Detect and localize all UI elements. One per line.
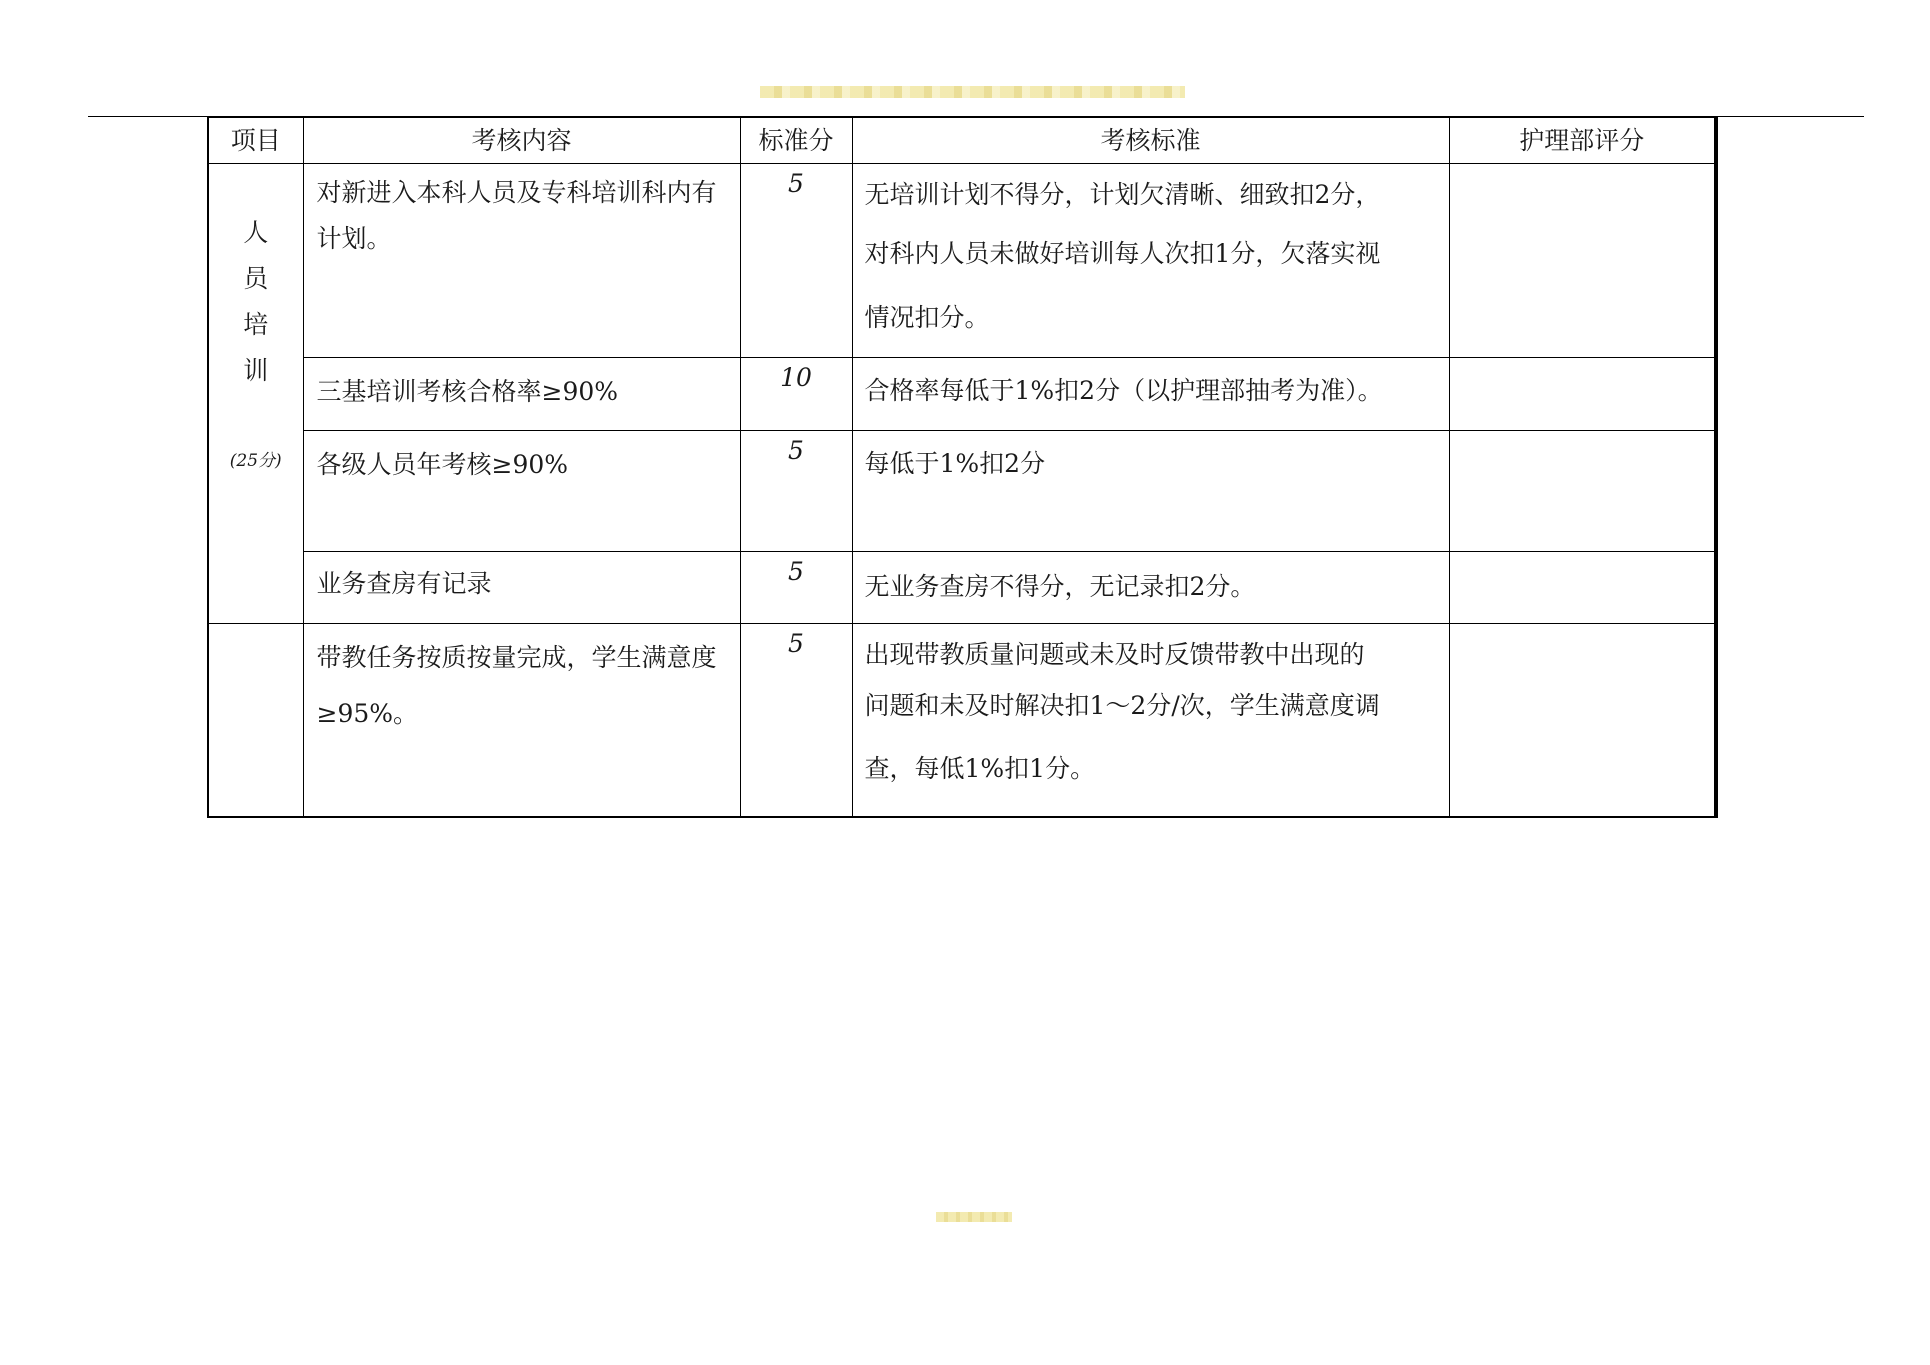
evaluation-cell[interactable]	[1449, 164, 1716, 358]
content-text: 三基培训考核合格率≥90%	[316, 377, 619, 406]
evaluation-cell[interactable]	[1449, 552, 1716, 624]
header-content: 考核内容	[303, 117, 740, 164]
standard-text	[853, 164, 1449, 346]
table-row	[208, 624, 1716, 817]
group-cell-personnel-training	[208, 164, 303, 624]
content-text: 带教任务按质按量完成，学生满意度≥95%。	[316, 643, 717, 728]
content-cell	[303, 624, 740, 817]
content-cell	[303, 164, 740, 358]
group-name-char: 员	[243, 264, 269, 293]
standard-line: 问题和未及时解决扣1～2分/次，学生满意度调	[864, 691, 1380, 720]
footer-watermark-stripe	[936, 1212, 1012, 1222]
content-cell	[303, 552, 740, 624]
content-cell	[303, 358, 740, 431]
score-cell: 10	[740, 358, 852, 431]
standard-line: 出现带教质量问题或未及时反馈带教中出现的	[864, 640, 1365, 669]
evaluation-cell[interactable]	[1449, 624, 1716, 817]
header-item: 项目	[208, 117, 303, 164]
table-row	[208, 552, 1716, 624]
content-text: 业务查房有记录	[316, 569, 492, 598]
header-evaluation: 护理部评分	[1449, 117, 1716, 164]
header-standard: 考核标准	[852, 117, 1449, 164]
score-cell: 5	[740, 624, 852, 817]
group-name-char: 培	[243, 310, 269, 339]
group-name	[209, 210, 303, 394]
table-header-row	[208, 117, 1716, 164]
table-row	[208, 164, 1716, 358]
table-row	[208, 431, 1716, 552]
standard-text	[853, 624, 1449, 804]
content-text: 各级人员年考核≥90%	[316, 450, 569, 479]
content-text: 对新进入本科人员及专科培训科内有计划。	[316, 178, 717, 253]
score-cell: 5	[740, 552, 852, 624]
standard-line: 每低于1%扣2分	[864, 449, 1046, 478]
content-cell	[303, 431, 740, 552]
assessment-table	[207, 116, 1718, 818]
group-name-char: 人	[243, 218, 269, 247]
standard-cell	[852, 624, 1449, 817]
standard-cell	[852, 431, 1449, 552]
evaluation-cell[interactable]	[1449, 358, 1716, 431]
table-row	[208, 358, 1716, 431]
standard-line: 合格率每低于1%扣2分（以护理部抽考为准）。	[864, 376, 1383, 405]
standard-line: 查，每低1%扣1分。	[864, 754, 1096, 783]
header-score: 标准分	[740, 117, 852, 164]
standard-cell	[852, 358, 1449, 431]
header-watermark-stripe	[760, 86, 1185, 98]
score-cell: 5	[740, 431, 852, 552]
standard-line: 无培训计划不得分，计划欠清晰、细致扣2分，	[864, 180, 1381, 209]
group-points: (25分)	[229, 451, 282, 471]
standard-cell	[852, 552, 1449, 624]
group-cell-empty	[208, 624, 303, 817]
standard-line: 无业务查房不得分，无记录扣2分。	[864, 572, 1256, 601]
standard-line: 情况扣分。	[864, 303, 990, 332]
standard-cell	[852, 164, 1449, 358]
standard-line: 对科内人员未做好培训每人次扣1分，欠落实视	[864, 239, 1381, 268]
score-cell: 5	[740, 164, 852, 358]
evaluation-cell[interactable]	[1449, 431, 1716, 552]
group-name-char: 训	[243, 356, 269, 385]
